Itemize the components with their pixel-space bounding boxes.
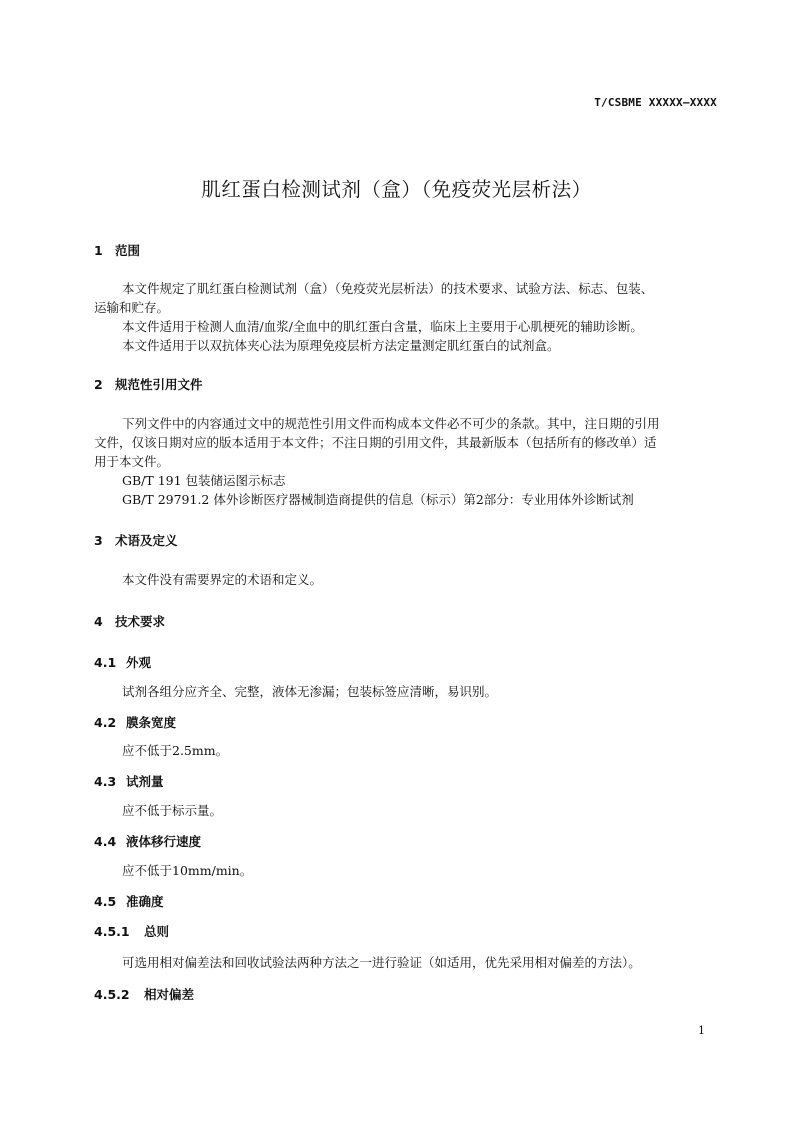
section-title: 范围 — [115, 243, 141, 258]
section-title: 总则 — [144, 924, 170, 939]
section-title: 准确度 — [126, 894, 164, 909]
paragraph-line: 本文件适用于检测人血清/血浆/全血中的肌红蛋白含量，临床上主要用于心肌梗死的辅助诊断。 — [122, 319, 643, 334]
section-number: 4.2 — [94, 715, 117, 730]
section-number: 4.5.1 — [94, 924, 130, 939]
section-title: 技术要求 — [115, 614, 166, 629]
section-heading-4 — [94, 612, 165, 630]
subsection-4-3-body — [94, 801, 719, 820]
section-number: 4.4 — [94, 834, 117, 849]
subsection-4-2-body — [94, 741, 719, 760]
section-2-body — [94, 414, 719, 509]
subsection-heading-4-3 — [94, 772, 164, 790]
section-title: 试剂量 — [126, 774, 164, 789]
section-number: 4 — [94, 614, 103, 629]
subsection-4-4-body — [94, 861, 719, 880]
paragraph-line: 本文件适用于以双抗体夹心法为原理免疫层析方法定量测定肌红蛋白的试剂盒。 — [122, 338, 560, 353]
section-number: 1 — [94, 243, 103, 258]
section-number: 3 — [94, 533, 103, 548]
reference-item: GB/T 191 包装储运图示标志 — [122, 473, 286, 488]
section-number: 2 — [94, 377, 103, 392]
subsection-4-1-body — [94, 682, 719, 701]
section-1-body — [94, 279, 719, 355]
subsection-heading-4-5-1 — [94, 922, 169, 940]
section-title: 相对偏差 — [144, 987, 195, 1002]
section-number: 4.5.2 — [94, 987, 130, 1002]
section-heading-2 — [94, 375, 203, 393]
standard-code: T/CSBME XXXXX—XXXX — [594, 96, 717, 109]
subsection-heading-4-5-2 — [94, 985, 194, 1003]
reference-item: GB/T 29791.2 体外诊断医疗器械制造商提供的信息（标示）第2部分：专业用体外诊断试剂 — [122, 492, 634, 507]
section-heading-3 — [94, 531, 178, 549]
paragraph-line: 本文件没有需要界定的术语和定义。 — [122, 572, 323, 587]
section-title: 液体移行速度 — [126, 834, 202, 849]
section-title: 术语及定义 — [115, 533, 178, 548]
paragraph-line: 应不低于2.5mm。 — [122, 743, 229, 758]
paragraph-line: 试剂各组分应齐全、完整，液体无渗漏；包装标签应清晰，易识别。 — [122, 684, 498, 699]
paragraph-line: 应不低于标示量。 — [122, 803, 223, 818]
section-number: 4.5 — [94, 894, 117, 909]
section-heading-1 — [94, 241, 140, 259]
section-3-body — [94, 570, 719, 589]
subsection-heading-4-2 — [94, 713, 176, 731]
section-title: 外观 — [126, 655, 152, 670]
page-number: 1 — [698, 1024, 705, 1037]
section-number: 4.3 — [94, 774, 117, 789]
paragraph-line: 下列文件中的内容通过文中的规范性引用文件而构成本文件必不可少的条款。其中，注日期的引用 — [122, 416, 660, 431]
subsection-heading-4-1 — [94, 653, 151, 671]
section-number: 4.1 — [94, 655, 117, 670]
section-title: 规范性引用文件 — [115, 377, 203, 392]
paragraph-line: 文件，仅该日期对应的版本适用于本文件；不注日期的引用文件，其最新版本（包括所有的修改单）适 — [94, 435, 657, 450]
paragraph-line: 本文件规定了肌红蛋白检测试剂（盒）（免疫荧光层析法）的技术要求、试验方法、标志、包装、 — [122, 281, 654, 296]
subsection-4-5-1-body — [94, 953, 719, 972]
subsection-heading-4-4 — [94, 832, 201, 850]
paragraph-line: 可选用相对偏差法和回收试验法两种方法之一进行验证（如适用，优先采用相对偏差的方法）。 — [122, 955, 641, 970]
paragraph-line: 应不低于10mm/min。 — [122, 863, 253, 878]
paragraph-line: 运输和贮存。 — [94, 300, 170, 315]
paragraph-line: 用于本文件。 — [94, 454, 170, 469]
document-title: 肌红蛋白检测试剂（盒）（免疫荧光层析法） — [201, 178, 592, 201]
section-title: 膜条宽度 — [126, 715, 177, 730]
subsection-heading-4-5 — [94, 892, 164, 910]
